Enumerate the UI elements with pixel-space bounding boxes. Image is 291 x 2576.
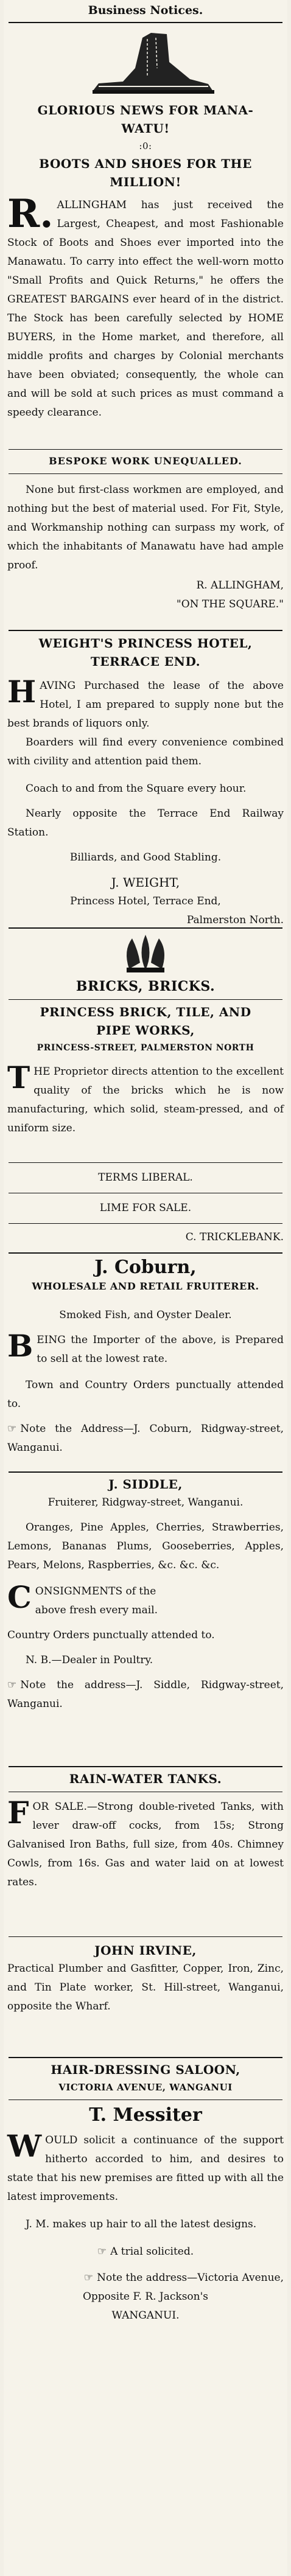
- address: Princess Hotel, Terrace End,: [70, 895, 221, 907]
- advert-body: Country Orders punctually attended to.: [7, 1629, 215, 1641]
- note-text: Note the address—J. Siddle, Ridgway-street, Wanganui.: [7, 1679, 284, 1710]
- advert-name: JOHN IRVINE,: [94, 1943, 197, 1958]
- note-text: Note the Address—J. Coburn, Ridgway-street, Wanganui.: [7, 1423, 284, 1454]
- bricks-lime: [7, 1199, 284, 1218]
- advert-line: Smoked Fish, and Oyster Dealer.: [59, 1309, 232, 1321]
- headline: BOOTS AND SHOES FOR THE: [39, 156, 252, 171]
- drop-cap: C: [7, 1579, 32, 1615]
- divider-text: :0:: [139, 141, 152, 152]
- allingham-advert: [7, 101, 284, 422]
- address: Opposite F. R. Jackson's: [82, 2291, 209, 2303]
- headline: MILLION!: [110, 175, 181, 189]
- headline: WATU!: [121, 121, 170, 136]
- advert-body: above fresh every mail.: [35, 1604, 158, 1616]
- saloon-advert: [7, 2061, 284, 2096]
- pointing-hand-icon: ☞: [7, 1423, 17, 1435]
- advert-banner: BRICKS, BRICKS.: [75, 979, 216, 994]
- headline: GLORIOUS NEWS FOR MANA-: [37, 103, 254, 117]
- tanks-body: [7, 1795, 284, 1892]
- crest-illustration: [7, 932, 284, 975]
- advert-title: PIPE WORKS,: [96, 1023, 195, 1038]
- sub-rule: [9, 473, 282, 474]
- advert-body: HE Proprietor directs attention to the excellent quality of the bricks which he is now manufacturing, which solid, steam-pressed, and of uniform size.: [7, 1066, 284, 1134]
- advert-body: Coach to and from the Square every hour.: [26, 783, 247, 795]
- drop-cap: F: [7, 1795, 29, 1831]
- advert-title: HAIR-DRESSING SALOON,: [51, 2062, 240, 2077]
- sub-rule: [9, 1936, 282, 1937]
- page-title: Business Notices.: [88, 4, 203, 17]
- advert-note: [7, 2243, 284, 2261]
- sub-rule: [9, 1162, 282, 1163]
- advert-name: J. Coburn,: [94, 1257, 197, 1278]
- pointing-hand-icon: ☞: [83, 2272, 94, 2284]
- note-text: A trial solicited.: [110, 2246, 194, 2258]
- advert-body: ALLINGHAM has just received the Largest, Cheapest, and most Fashionable Stock of Boots and Shoes ever imported into the Manawatu. To carry into effect the well-worn motto "Small Profits and Quick Returns," he offers the GREATEST BARGAINS ever heard of in the district. The Stock has been carefully selected by HOME BUYERS, in the Home market, and therefore, all middle profits and charges by Colonial merchants have been obviated; consequently, the whole can and will be sold at such prices as must command a speedy clearance.: [7, 199, 284, 419]
- drop-cap: W: [7, 2128, 42, 2164]
- section-rule: [9, 1471, 282, 1473]
- advert-body: ONSIGNMENTS of the: [35, 1585, 156, 1597]
- section-header: [7, 1, 284, 19]
- tanks-advert: [7, 1770, 284, 1788]
- pointing-hand-icon: ☞: [7, 1679, 17, 1691]
- advert-title: RAIN-WATER TANKS.: [69, 1771, 222, 1786]
- sub-rule: [9, 449, 282, 450]
- address: WANGANUI.: [111, 2309, 180, 2322]
- weight-advert: [7, 634, 284, 930]
- subheading: BESPOKE WORK UNEQUALLED.: [49, 455, 242, 467]
- sub-rule: [9, 1223, 282, 1224]
- advert-subtitle: VICTORIA AVENUE, WANGANUI: [58, 2082, 233, 2093]
- advert-title: PRINCESS BRICK, TILE, AND: [40, 1005, 251, 1019]
- bricks-terms: [7, 1168, 284, 1187]
- proprietor-name: J. WEIGHT,: [111, 875, 180, 890]
- bricks-signature: [7, 1228, 284, 1247]
- note-text: Note the address—Victoria Avenue,: [97, 2272, 284, 2284]
- advert-body: AVING Purchased the lease of the above Hotel, I am prepared to supply none but the best brands of liquors only.: [7, 680, 284, 730]
- advert-note: [7, 1420, 284, 1457]
- header-rule: [9, 22, 282, 23]
- coburn-body: [7, 1306, 284, 1457]
- advert-body: EING the Importer of the above, is Prepared to sell at the lowest rate.: [37, 1334, 284, 1365]
- siddle-advert: [7, 1475, 284, 1714]
- irvine-body: [7, 1941, 284, 2016]
- advert-body: Nearly opposite the Terrace End Railway Station.: [7, 808, 284, 839]
- advert-name: J. SIDDLE,: [108, 1477, 183, 1492]
- advert-line: Billiards, and Good Stabling.: [69, 851, 222, 864]
- advert-trade: Fruiterer, Ridgway-street, Wanganui.: [47, 1496, 244, 1509]
- advert-body: None but first-class workmen are employed, and nothing but the best of material used. For Fit, Style, and Workmanship nothing can surpass my work, of which the inhabitants of Manawatu have had ample proof.: [7, 484, 284, 571]
- bricks-body: [7, 1003, 284, 1138]
- coburn-advert: [7, 1256, 284, 1294]
- advert-body: J. M. makes up hair to all the latest designs.: [26, 2218, 257, 2230]
- advert-note: [7, 2269, 284, 2288]
- pointing-hand-icon: ☞: [97, 2246, 107, 2258]
- signature: R. ALLINGHAM,: [196, 579, 284, 592]
- lime-line: LIME FOR SALE.: [99, 1202, 192, 1214]
- section-rule: [9, 927, 282, 929]
- address: PRINCESS-STREET, PALMERSTON NORTH: [37, 1043, 254, 1053]
- drop-cap: R.: [7, 191, 54, 237]
- bricks-advert: [7, 977, 284, 996]
- signature: C. TRICKLEBANK.: [185, 1231, 284, 1243]
- allingham-body2: [7, 481, 284, 614]
- section-rule: [9, 1766, 282, 1767]
- address: Palmerston North.: [186, 914, 284, 926]
- advert-title: TERRACE END.: [90, 654, 201, 669]
- advert-body: OULD solicit a continuance of the support hitherto accorded to him, and desires to state that his new premises are fitted up with all the latest improvements.: [7, 2134, 284, 2203]
- sub-rule: [9, 999, 282, 1000]
- advert-note: [7, 1676, 284, 1714]
- advert-body: Boarders will find every convenience combined with civility and attention paid them.: [7, 736, 284, 767]
- section-rule: [9, 2057, 282, 2058]
- advert-body: Practical Plumber and Gasfitter, Copper, Iron, Zinc, and Tin Plate worker, St. Hill-street, Wanganui, opposite the Wharf.: [7, 1963, 284, 2012]
- advert-title: WEIGHT'S PRINCESS HOTEL,: [38, 636, 253, 651]
- saloon-body: [7, 2103, 284, 2325]
- advert-body: OR SALE.—Strong double-riveted Tanks, with lever draw-off cocks, from 15s; Strong Galvanised Iron Baths, full size, from 40s. Chimney Cowls, from 16s. Gas and water laid on at lowest rates.: [7, 1801, 284, 1888]
- boot-illustration: [7, 26, 284, 99]
- drop-cap: H: [7, 674, 37, 710]
- allingham-subheading: [7, 453, 284, 470]
- drop-cap: B: [7, 1328, 33, 1364]
- drop-cap: T: [7, 1059, 30, 1095]
- newspaper-column: [4, 0, 287, 2576]
- advert-name: T. Messiter: [89, 2104, 202, 2126]
- advert-body: N. B.—Dealer in Poultry.: [26, 1654, 153, 1666]
- advert-trade: WHOLESALE AND RETAIL FRUITERER.: [32, 1280, 259, 1292]
- advert-body: Oranges, Pine Apples, Cherries, Strawberries, Lemons, Bananas Plums, Gooseberries, Apples, Pears, Melons, Raspberries, &c. &c. &c.: [7, 1521, 284, 1571]
- advert-body: Town and Country Orders punctually attended to.: [7, 1379, 284, 1410]
- section-rule: [9, 630, 282, 631]
- terms: TERMS LIBERAL.: [98, 1171, 193, 1184]
- section-rule: [9, 1252, 282, 1254]
- signature: "ON THE SQUARE.": [176, 598, 284, 610]
